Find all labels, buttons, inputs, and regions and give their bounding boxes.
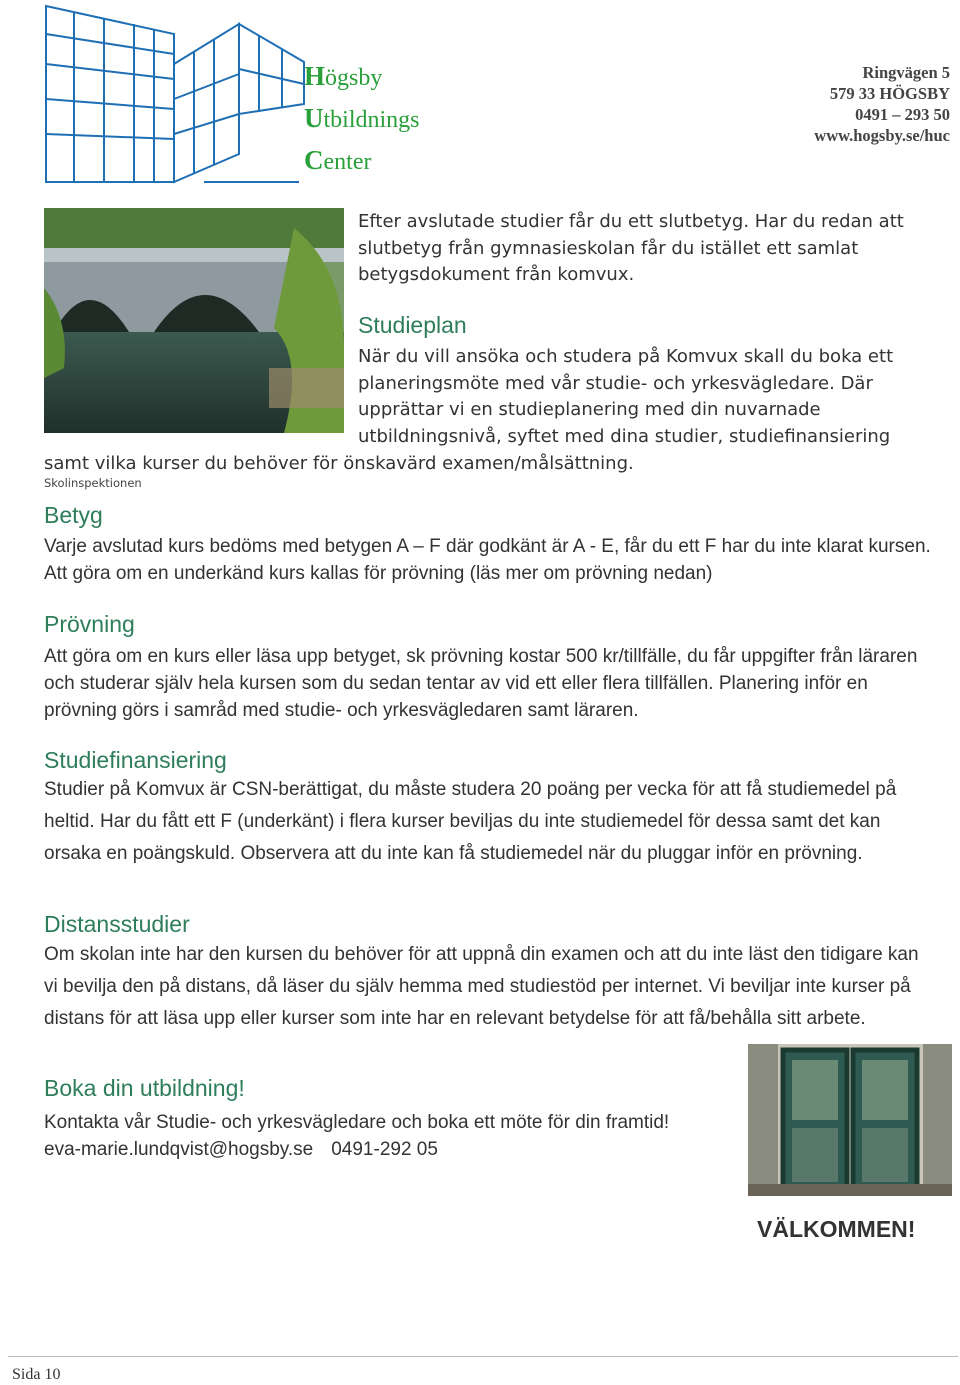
betyg-paragraph: Varje avslutad kurs bedöms med betygen A – F där godkänt är A - E, får du ett F har du inte klarat kursen. Att göra om en underkänd kurs kallas för prövning (läs mer om prövning nedan) xyxy=(44,536,931,584)
contact-phone: 0491-292 05 xyxy=(331,1139,438,1160)
distansstudier-heading: Distansstudier xyxy=(44,911,190,937)
logo-line-2: Utbildnings xyxy=(304,103,420,133)
logo-line-1: Högsby xyxy=(304,61,383,91)
provning-paragraph: Att göra om en kurs eller läsa upp betyget, sk prövning kostar 500 kr/tillfälle, du får uppgifter från läraren och studerar själv hela kursen som du sedan tentar av vid ett eller flera tillfällen. Planering inför en prövning görs i samråd med studie- och yrkesvägledaren samt läraren. xyxy=(44,646,918,721)
studiefinansiering-paragraph: Studier på Komvux är CSN-berättigat, du måste studera 20 poäng per vecka för att få studiemedel på heltid. Har du fått ett F (underkänt) i flera kurser beviljas du inte studiemedel för dessa samt det kan orsaka en poängskuld. Observera att du inte kan få studiemedel när du pluggar inför en prövning. xyxy=(44,779,897,864)
studieplan-paragraph-tail: samt vilka kurser du behöver för önskavärd examen/målsättning. xyxy=(44,453,634,474)
address-block xyxy=(814,62,950,146)
logo-wordmark xyxy=(304,56,420,182)
contact-line xyxy=(44,1139,438,1161)
boka-paragraph: Kontakta vår Studie- och yrkesvägledare och boka ett möte för din framtid! xyxy=(44,1112,670,1133)
address-postal: 579 33 HÖGSBY xyxy=(829,84,950,103)
logo-building-illustration xyxy=(44,4,306,184)
address-phone: 0491 – 293 50 xyxy=(855,105,950,124)
glass-doors-photo xyxy=(748,1044,952,1196)
betyg-heading: Betyg xyxy=(44,502,103,528)
address-website[interactable]: www.hogsby.se/huc xyxy=(814,126,950,145)
logo-line-3: Center xyxy=(304,145,372,175)
intro-paragraph: Efter avslutade studier får du ett slutbetyg. Har du redan att slutbetyg från gymnasieskolan får du istället ett samlat betygsdokument från komvux. xyxy=(358,211,904,285)
studiefinansiering-heading: Studiefinansiering xyxy=(44,747,227,773)
valkommen-text: VÄLKOMMEN! xyxy=(757,1216,916,1242)
distansstudier-paragraph: Om skolan inte har den kursen du behöver för att uppnå din examen och att du inte läst den tidigare kan vi bevilja den på distans, då läser du själv hemma med studiestöd per internet. Vi beviljar inte kurser på distans för att läsa upp eller kurser som inte har en relevant betydelse för att få/behålla sitt arbete. xyxy=(44,944,919,1029)
contact-email-link[interactable]: eva-marie.lundqvist@hogsby.se xyxy=(44,1139,314,1160)
provning-heading: Prövning xyxy=(44,611,135,637)
studieplan-heading: Studieplan xyxy=(358,312,467,338)
page-number: Sida 10 xyxy=(12,1366,61,1383)
studieplan-paragraph: När du vill ansöka och studera på Komvux skall du boka ett planeringsmöte med vår studie- och yrkesvägledare. Där upprättar vi en studieplanering med din nuvarnade utbildningsnivå, syftet med dina studier, studiefinansiering xyxy=(358,346,894,447)
address-street: Ringvägen 5 xyxy=(862,63,950,82)
photo-caption: Skolinspektionen xyxy=(44,476,142,490)
footer-divider xyxy=(8,1356,958,1357)
boka-heading: Boka din utbildning! xyxy=(44,1075,245,1101)
bridge-photo xyxy=(44,208,344,433)
